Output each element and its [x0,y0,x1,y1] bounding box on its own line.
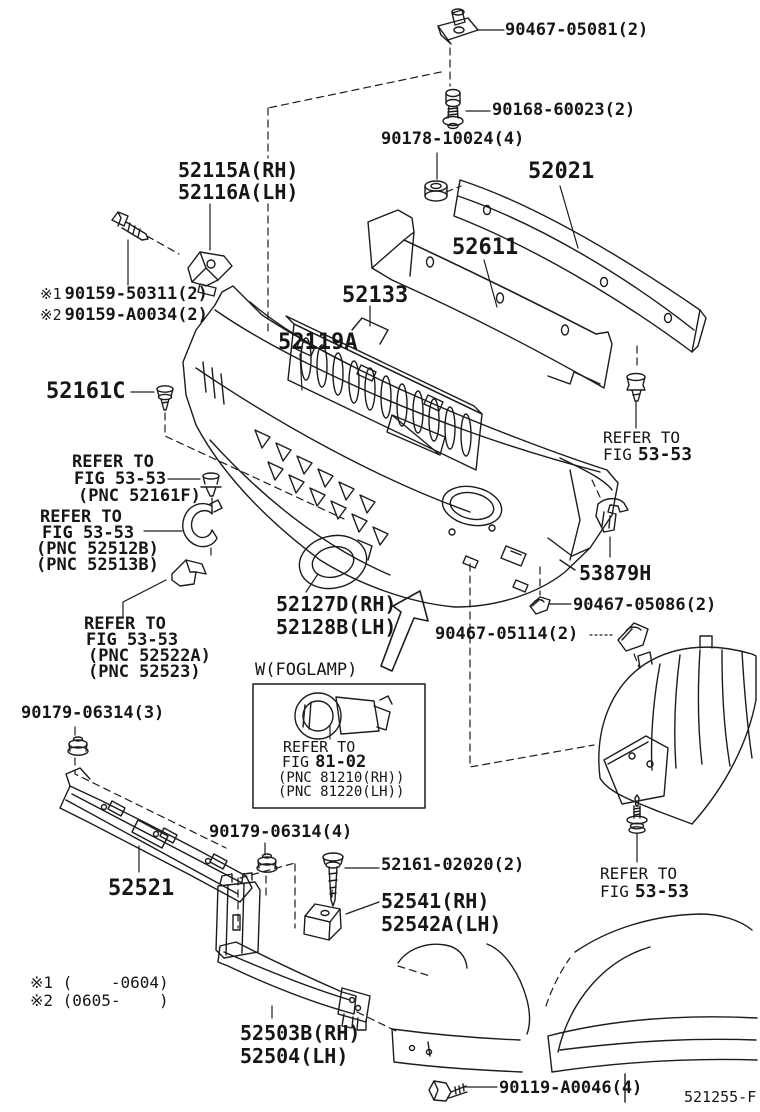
part-bolt-top [443,90,463,129]
figure-code: 521255-F [684,1088,757,1106]
part-pin-clip-52161f [201,473,221,496]
label-foglamp-header: W(FOGLAMP) [255,660,358,680]
fig-code: 53-53 [634,881,690,902]
label-bolt-90119: 90119-A0046(4) [499,1078,643,1098]
label-fog-cover-rh: 52127D(RH) [276,592,397,616]
label-bumper-cover: 52119A [278,330,358,355]
refer-52512b-line4: (PNC 52513B) [36,555,159,575]
label-energy-absorber: 52611 [452,235,519,260]
note2-part: 90159-A0034(2) [64,305,208,325]
body-reference-outline [392,914,757,1102]
label-fog-cover-lh: 52128B(LH) [276,615,397,639]
label-bolt-top: 90168-60023(2) [492,100,636,120]
refer-52512b-line3: (PNC 52512B) [36,539,159,559]
refer-right-top-line1: REFER TO [603,428,681,447]
label-reinforcement: 52021 [528,159,595,184]
label-screw-note1 [40,286,208,304]
fig-code: 81-02 [315,752,367,772]
label-stay-bracket-rh: 52541(RH) [381,889,490,913]
label-pin-02020: 52161-02020(2) [381,855,525,875]
label-lower-grille: 52133 [342,283,409,308]
note1-part: 90159-50311(2) [64,284,208,304]
label-screw-note2 [40,307,208,325]
refer-foglamp-line1: REFER TO [283,738,356,756]
note1-mark: ※1 [40,285,62,303]
part-clip-05086 [530,597,550,614]
label-side-support-rh: 52115A(RH) [178,158,299,182]
refer-52522a-line1: REFER TO [84,614,166,634]
label-sensor-bracket: 53879H [579,561,652,585]
part-bolt-90119 [429,1081,467,1101]
fig-word: FIG [600,882,629,901]
fig-word: FIG [603,445,632,464]
refer-right-bottom-line2 [600,883,689,902]
legend-note1: ※1 ( -0604) [30,973,169,992]
label-lower-support: 52521 [108,876,175,901]
note2-mark: ※2 [40,306,62,324]
part-fog-hole-cover [294,529,373,596]
label-clip-05114: 90467-05114(2) [435,624,579,644]
part-fender-liner [599,636,756,824]
part-clip-52522 [172,560,206,586]
part-stay-bracket [304,904,341,940]
label-nut-06314-3: 90179-06314(3) [21,703,165,723]
refer-52512b-line2: FIG 53-53 [42,523,135,543]
part-hook-bracket [183,500,222,547]
part-clip-52161c [157,386,173,410]
fig-word: FIG [282,753,310,771]
refer-52522a-line2: FIG 53-53 [86,630,179,650]
part-clip-05114 [618,623,648,651]
part-clamp-bracket-top [438,9,478,44]
refer-52161f-line3: (PNC 52161F) [78,486,201,506]
label-nut-06314-4: 90179-06314(4) [209,822,353,842]
label-clip-52161c: 52161C [46,379,126,404]
label-stay-rh: 52503B(RH) [240,1021,361,1045]
refer-foglamp-line4: (PNC 81220(LH)) [278,784,405,800]
label-stay-bracket-lh: 52542A(LH) [381,912,502,936]
refer-right-top-line2 [603,446,692,465]
fig-code: 53-53 [637,444,693,465]
part-pushpin-02020 [323,853,343,906]
part-foglamp [295,693,392,739]
refer-52522a-line3: (PNC 52522A) [88,646,211,666]
part-front-bumper-cover [183,283,618,607]
refer-52161f-line1: REFER TO [72,452,154,472]
label-nut-reinf: 90178-10024(4) [381,129,525,149]
part-nut-reinforcement [425,181,447,201]
part-bumper-stay [216,873,370,1030]
label-stay-lh: 52504(LH) [240,1044,349,1068]
refer-52522a-line4: (PNC 52523) [88,662,201,682]
refer-52512b-line1: REFER TO [40,507,122,527]
legend-note2: ※2 (0605- ) [30,991,169,1010]
refer-right-bottom-line1: REFER TO [600,864,678,883]
part-nut-06314-4 [257,854,277,872]
part-pin-clip-right [627,374,645,402]
label-clamp-top: 90467-05081(2) [505,20,649,40]
label-side-support-lh: 52116A(LH) [178,180,299,204]
part-screw-90159 [112,212,148,240]
refer-foglamp-line3: (PNC 81210(RH)) [278,770,405,786]
part-nut-06314-3 [68,737,88,755]
refer-52161f-line2: FIG 53-53 [74,469,167,489]
label-clip-05086: 90467-05086(2) [573,595,717,615]
